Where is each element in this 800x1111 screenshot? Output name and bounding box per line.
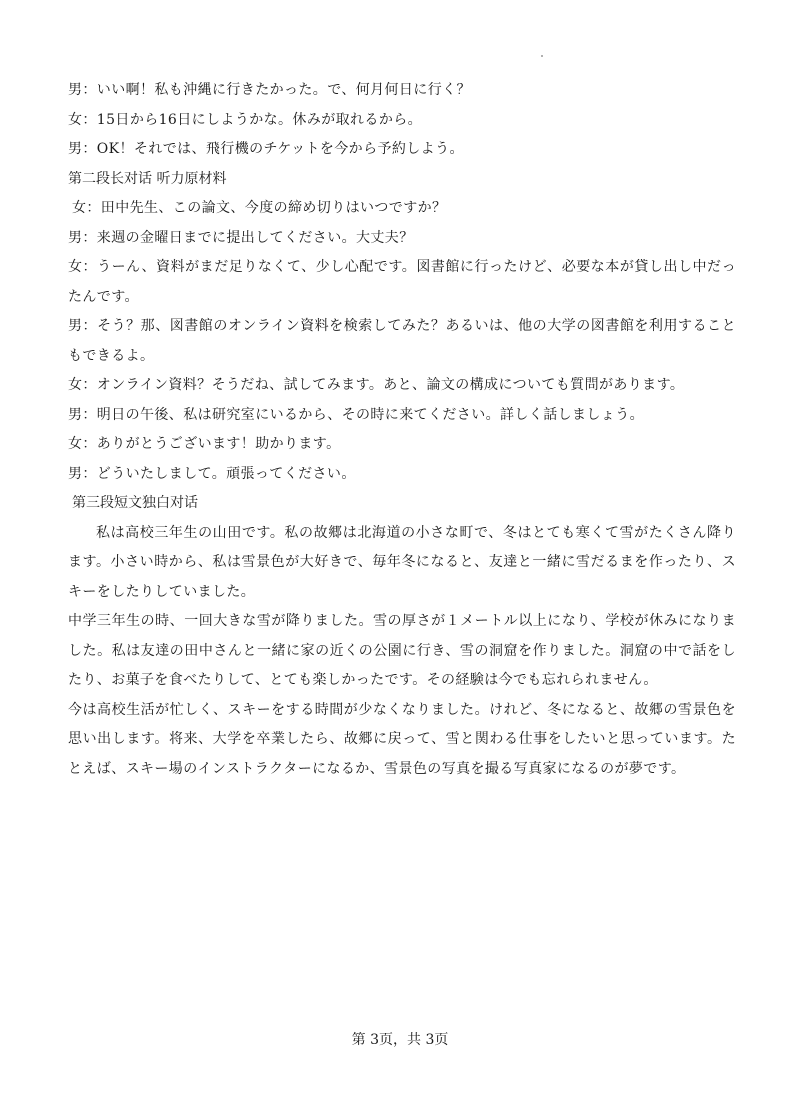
- section-2-line-3: 女：うーん、資料がまだ足りなくて、少し心配です。図書館に行ったけど、必要な本が貸し出し中だったんです。: [68, 259, 736, 305]
- section-3-heading: 第三段短文独白对话: [72, 495, 198, 511]
- section-2-line-4: 男：そう？那、図書館のオンライン資料を検索してみた？あるいは、他の大学の図書館を利用することもできるよ。: [68, 318, 736, 364]
- section-2-line-7: 女：ありがとうございます！助かります。: [68, 436, 341, 452]
- section-2-line-1: 女：田中先生、この論文、今度の締め切りはいつですか？: [72, 200, 447, 216]
- page-number-footer: 第 3页，共 3页: [351, 1032, 449, 1048]
- section-2-line-2: 男：来週の金曜日までに提出してください。大丈夫？: [68, 229, 414, 246]
- dialogue-line-3: 男：OK！それでは、飛行機のチケットを今から予約しよう。: [68, 141, 464, 157]
- dialogue-line-1: 男：いい啊！私も沖縄に行きたかった。で、何月何日に行く？: [68, 82, 471, 98]
- section-2-line-6: 男：明日の午後、私は研究室にいるから、その時に来てください。詳しく話しましょう。: [68, 406, 644, 423]
- section-2-line-5: 女：オンライン資料？そうだね、試してみます。あと、論文の構成についても質問があります。: [68, 377, 685, 393]
- section-3-paragraph-2: 中学三年生の時、一回大きな雪が降りました。雪の厚さが１メートル以上になり、学校が休みになりました。私は友達の田中さんと一緒に家の近くの公園に行き、雪の洞窟を作りました。洞窟の中で話をしたり、お菓子を食べたりして、とても楽しかったです。その経験は今でも忘れられません。: [68, 613, 736, 688]
- scan-speck: [541, 55, 543, 57]
- dialogue-line-2: 女：15日から16日にしようかな。休みが取れるから。: [68, 111, 423, 128]
- section-2-heading: 第二段长对话 听力原材料: [68, 170, 227, 187]
- document-body: [68, 76, 736, 784]
- section-2-line-8: 男：どういたしまして。頑張ってください。: [68, 465, 356, 482]
- section-3-paragraph-1: 私は高校三年生の山田です。私の故郷は北海道の小さな町で、冬はとても寒くて雪がたくさん降ります。小さい時から、私は雪景色が大好きで、毎年冬になると、友達と一緒に雪だるまを作ったり、スキーをしたりしていました。: [68, 524, 736, 600]
- section-3-paragraph-3: 今は高校生活が忙しく、スキーをする時間が少なくなりました。けれど、冬になると、故郷の雪景色を思い出します。将来、大学を卒業したら、故郷に戻って、雪と関わる仕事をしたいと思っています。たとえば、スキー場のインストラクターになるか、雪景色の写真を撮る写真家になるのが夢です。: [68, 701, 736, 777]
